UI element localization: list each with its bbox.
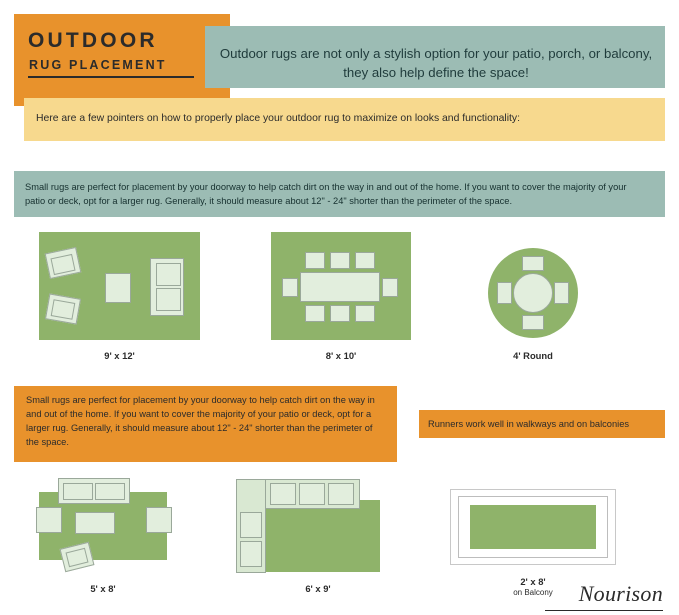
coffee-table-icon <box>75 512 115 534</box>
brand-logo-underline <box>545 610 663 611</box>
rug-6x9 <box>256 500 380 572</box>
chair-icon <box>36 507 62 533</box>
caption-9x12: 9' x 12' <box>104 350 135 361</box>
dining-chair-icon <box>305 305 325 322</box>
large-rug-info-text: Small rugs are perfect for placement by your doorway to help catch dirt on the way in and out of the home. If you want to cover the majority of your patio or deck, opt for a larger rug. Generally, it should measure about 12" - 24" shorter than the perimeter of the space. <box>25 182 627 207</box>
sectional-cushion-icon <box>270 483 296 505</box>
rug-2x8-runner <box>470 505 596 549</box>
dining-table-icon <box>300 272 380 302</box>
dining-chair-icon <box>282 278 298 297</box>
sofa-cushion-icon <box>95 483 125 500</box>
intro-banner-text: Outdoor rugs are not only a stylish option for your patio, porch, or balcony, they also help define the space! <box>219 46 653 81</box>
dining-chair-icon <box>330 305 350 322</box>
sofa-cushion-icon <box>156 263 181 286</box>
round-dining-chair-icon <box>522 256 544 271</box>
caption-8x10: 8' x 10' <box>325 350 357 361</box>
caption-2x8-sub: on Balcony <box>513 588 553 597</box>
round-table-icon <box>513 273 553 313</box>
coffee-table-icon <box>105 273 131 303</box>
sofa-cushion-icon <box>156 288 181 311</box>
sectional-cushion-icon <box>240 512 262 538</box>
caption-6x9: 6' x 9' <box>305 583 331 594</box>
chair-icon <box>146 507 172 533</box>
dining-chair-icon <box>355 252 375 269</box>
sectional-cushion-icon <box>299 483 325 505</box>
dining-chair-icon <box>382 278 398 297</box>
small-rug-info-text: Small rugs are perfect for placement by your doorway to help catch dirt on the way in and out of the home. If you want to cover the majority of your patio or deck, opt for a larger rug. Generally, it should measure about 12" - 24" shorter than the perimeter of the space. <box>26 395 375 448</box>
dining-chair-icon <box>305 252 325 269</box>
caption-4-round: 4' Round <box>513 350 553 361</box>
title-divider <box>28 76 194 78</box>
sectional-cushion-icon <box>240 541 262 567</box>
page-subtitle: RUG PLACEMENT <box>29 58 167 72</box>
caption-2x8: 2' x 8' <box>520 576 546 587</box>
runner-info-text: Runners work well in walkways and on balconies <box>428 419 630 429</box>
round-dining-chair-icon <box>522 315 544 330</box>
chair-icon <box>51 299 76 320</box>
sectional-cushion-icon <box>328 483 354 505</box>
brand-logo: Nourison <box>578 581 663 606</box>
page-title: OUTDOOR <box>28 29 158 52</box>
round-dining-chair-icon <box>554 282 569 304</box>
caption-5x8: 5' x 8' <box>90 583 116 594</box>
dining-chair-icon <box>330 252 350 269</box>
round-dining-chair-icon <box>497 282 512 304</box>
dining-chair-icon <box>355 305 375 322</box>
sofa-cushion-icon <box>63 483 93 500</box>
pointer-band-text: Here are a few pointers on how to properly place your outdoor rug to maximize on looks and functionality: <box>36 113 521 124</box>
